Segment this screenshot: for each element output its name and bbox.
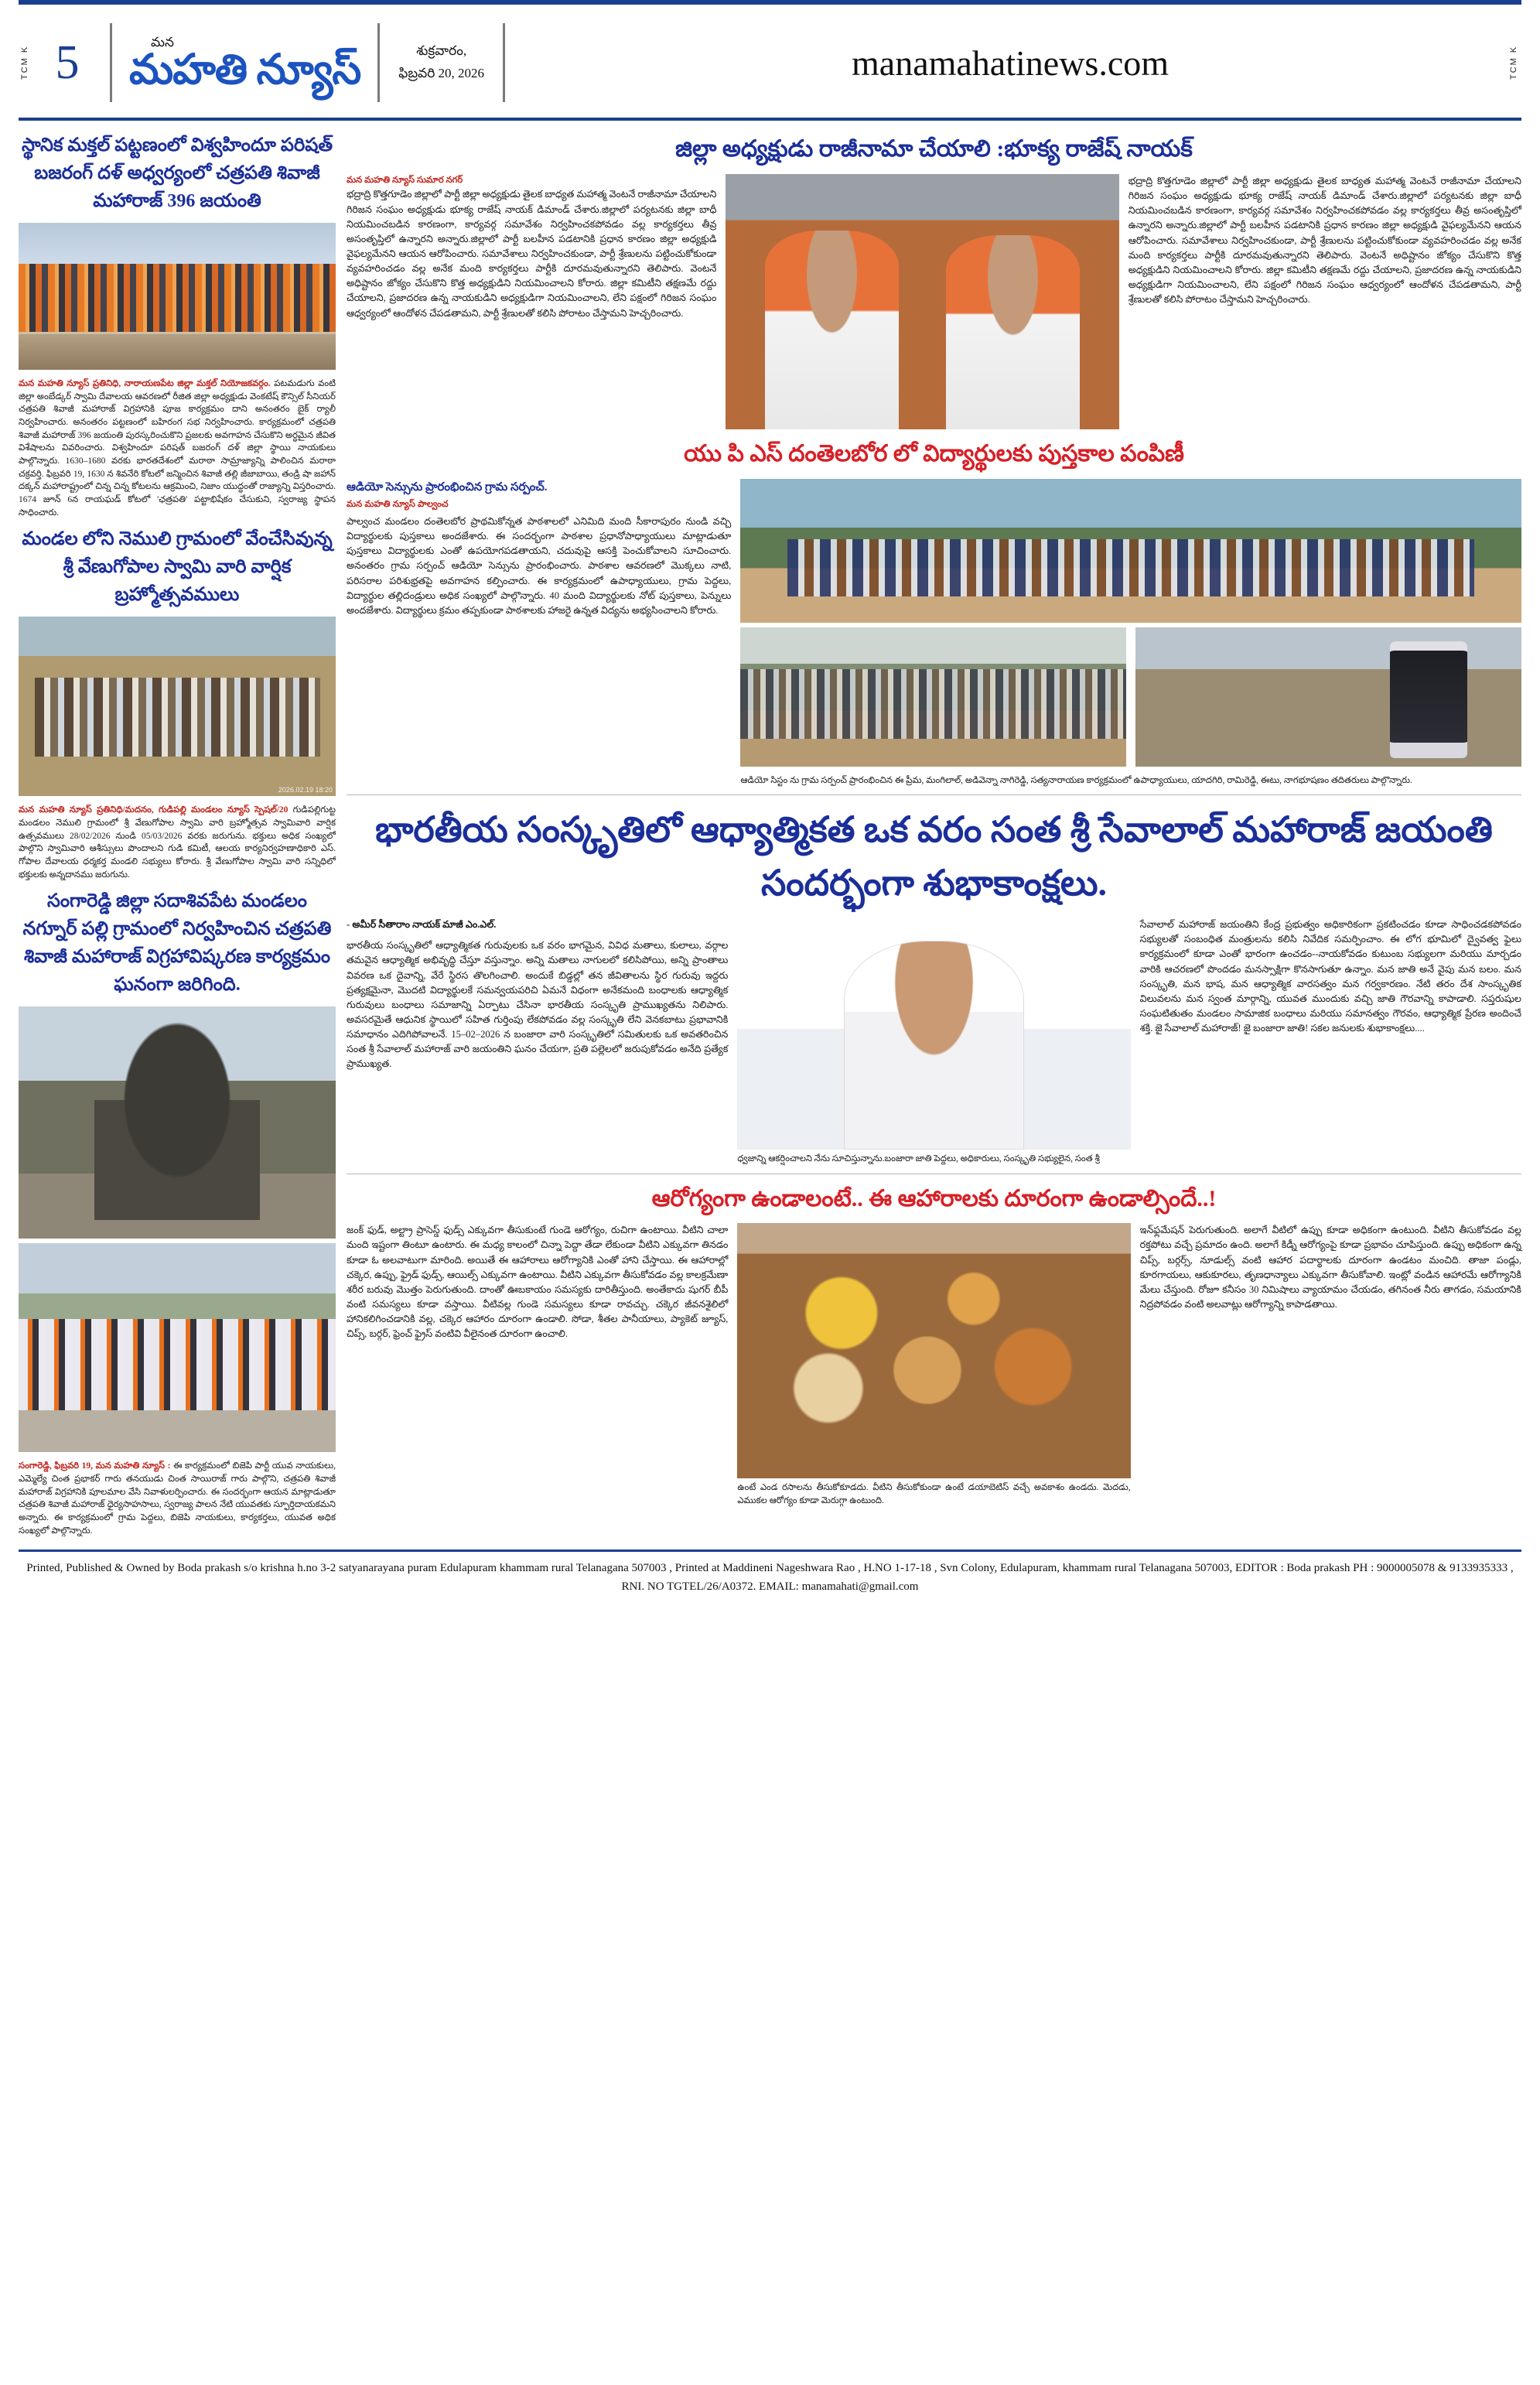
left-caption-3-body: ఈ కార్యక్రమంలో బిజెపి పార్టీ యువ నాయకులు, ఎమ్మెల్యే చింత ప్రభాకర్ గారు తనయుడు చింత సాయిరాజ్ గారు పాల్గొని, చత్రపతి శివాజీ మహారాజ్ విగ్రహానికి పూలమాల వేసి నివాళులర్పించారు. ఈ సందర్భంగా ఆయన మాట్లాడుతూ చత్రపతి శివాజీ మహారాజ్ ధైర్యసాహసాలు, స్వరాజ్య పాలన నేటి యువతకు స్ఫూర్తిదాయకమని అన్నారు. ఈ కార్యక్రమంలో గ్రామ పెద్దలు, బిజెపి నాయకులు, కార్యకర్తలు, యువత అధిక సంఖ్యలో పాల్గొన్నారు. bbox=[19, 1461, 336, 1536]
left-column bbox=[19, 132, 336, 1537]
masthead-divider-2 bbox=[377, 23, 380, 102]
main-story-1 bbox=[347, 174, 1521, 429]
leader-portrait-photo bbox=[737, 917, 1130, 1150]
main-story-3-text1: భారతీయ సంస్కృతిలో ఆధ్యాత్మికత గురువులకు ఒక వరం భాగమైన, వివిధ మతాలు, కులాలు, వర్గాల తమవైన ఆధ్యాత్మిక అభివృద్ధి చేస్తూ వస్తున్నాం. అన్ని మతాలు నాగులలో కలిసిపోయి, అన్ని ప్రాంతాలు వివరణ ఒక దైవాన్ని, వేరే స్థిరస తొలగించాలి. అందుకే బిడ్డల్లో తన జీవితాలను స్థిర గురువు ఇద్దరు ప్రత్యక్షమైనా, మొదటి విద్యార్థులకే సమన్వయపరిచి ఏమనే విధంగా అనేకమంది బంధాలకు ఆధ్యాత్మిక గురువులు బంధాలు సమాజాన్ని ఏర్పాటు చేసినా భారతీయ సంస్కృతి ప్రాముఖ్యతను నిలిపారు. అవసరమైతే ఆధునిక స్థాయిలో సహిత గుర్తింపు లేకపోవడం వల్ల సంస్కృతి లేని వెనకబాటు ప్రభావానికి సమాధానం ఎదిగిపోవాలనే. 15–02–2026 న బంజారా వారి సంస్కృతిలో సమితులకు ఒక అవతరించిన సంత శ్రీ సేవాలాల్ మహారాజ్ వారి జయంతిని ఘనం చేయగా, ప్రతి పల్లెలలో జరుపుకోవడం అనేది ప్రత్యేక ప్రాముఖ్యత. bbox=[347, 940, 729, 1070]
felicitation-photo bbox=[19, 617, 336, 796]
main-story-1-text-cont: భద్రాద్రి కొత్తగూడెం జిల్లాలో పార్టీ జిల్లా అధ్యక్షుడు తైలక బాధ్యత మహాత్మ వెంటనే రాజీనామా చేయాలని గిరిజన సంఘం అధ్యక్షుడు భూక్య రాజేష్ నాయక్ డిమాండ్ చేశారు.జిల్లాలో పర్యటనకు జిల్లా బాధీ నియమించబడిన కారణంగా, కార్యవర్గ సమావేశం నిర్వహించకపోవడం వల్ల కార్యకర్తలు తీవ్ర అసంతృప్తిలో ఉన్నారని అన్నారు.జిల్లాలో పార్టీ బలహీన పడటానికి ప్రధాన కారణం జిల్లా అధ్యక్షుడి వైఫల్యమేనని ఆయన ఆరోపించారు. సమావేశాలు నిర్వహించకుండా, పార్టీ శ్రేణులను పట్టించుకోకుండా వ్యవహరించడం వల్ల అనేక మంది కార్యకర్తలు పార్టీకి దూరమవుతున్నారని తెలిపారు. వెంటనే అధిష్టానం జోక్యం చేసుకొని కొత్త అధ్యక్షుడిని నియమించాలని కోరారు. జిల్లా కమిటీని తక్షణమే రద్దు చేయాలని, ప్రజాదరణ ఉన్న నాయకుడిని అధ్యక్షుడిగా నియమించాలని, లేని పక్షంలో గిరిజన సంఘం ఆధ్వర్యంలో ఆందోళన చేపడతామని, పార్టీ శ్రేణులతో కలిసి పోరాటం చేస్తామని హెచ్చరించారు. bbox=[1128, 176, 1521, 306]
left-caption-3 bbox=[19, 1457, 336, 1537]
main-headline-3: భారతీయ సంస్కృతిలో ఆధ్యాత్మికత ఒక వరం సంత శ్రీ సేవాలాల్ మహారాజ్ జయంతి సందర్భంగా శుభాకాంక్షలు. bbox=[375, 810, 1493, 904]
page-footer: Printed, Published & Owned by Boda prakash s/o krishna h.no 3-2 satyanarayana puram Edulapuram khammam rural Telanagana 507003 , Printed at Maddineni Nageshwara Rao , H.NO 1-17-18 , Svn Colony, Edulapuram, khammam rural Telanagana 507003, EDITOR : Boda prakash PH : 9000005078 & 9133935333 , RNI. NO TGTEL/26/A0372. EMAIL: manamahati@gmail.com bbox=[19, 1550, 1521, 1610]
main-story-2-sub: ఆడియో సెన్సును ప్రారంభించిన గ్రామ సర్పంచ్. bbox=[347, 480, 548, 494]
publication-logo bbox=[120, 9, 370, 116]
left-caption-2-lead: మన మహతి న్యూస్ ప్రతినిధి/మదనం, గుడిపల్లి మండలం న్యూస్ స్పెషల్/20 bbox=[19, 805, 289, 815]
left-caption-3-lead: సంగారెడ్డి, ఫిబ్రవరి 19, మన మహతి న్యూస్ : bbox=[19, 1461, 171, 1471]
main-story-3-col3 bbox=[1140, 917, 1521, 1166]
main-story-1-lead: మన మహతి న్యూస్ సుమార నగర్ bbox=[347, 176, 463, 185]
health-headline: ఆరోగ్యంగా ఉండాలంటే.. ఈ ఆహారాలకు దూరంగా ఉండాల్సిందే..! bbox=[651, 1185, 1217, 1211]
left-caption-2 bbox=[19, 801, 336, 881]
website-url: manamahatinews.com bbox=[852, 43, 1170, 83]
left-caption-1-body: పటమడుగు వంటి జిల్లా అంబేడ్కర్ స్వామి దేవాలయ ఆవరణలో రీజిత జిల్లా అధ్యక్షుడు వెంకటేష్ కౌన్సిల్ సీనియర్ చత్రపతి శివాజీ మహారాజ్ విగ్రహానికి పూజ కార్యక్రమం దాని అనంతరం బైక్ ర్యాలీ నిర్వహించారు. అనంతరం పట్టణంలో బహిరంగ సభ నిర్వహించారు. కార్యక్రమంలో చత్రపతి శివాజీ మహారాజ్ 396 జయంతి పురస్కరించుకొని ప్రజలకు అవగాహన చేసుకొని అర్ధమైన జీవిత విశేషాలను వివరించారు. విశ్వహిందూ పరిషత్ బజరంగ్ దళ్ జిల్లా స్థాయి నాయకులు పాల్గొన్నారు. 1630–1680 వరకు భారతదేశంలో మరాఠా సామ్రాజ్యాన్ని పాలించిన మరాఠా చక్రవర్తి. ఫిబ్రవరి 19, 1630 న శివనేరి కోటలో జన్మించిన శివాజీ తల్లి జీజాబాయి, తండ్రి షా జహాన్ దక్కన్ మహారాష్ట్రంలో చిన్న చిన్న కోటలను ఆక్రమించి, నిజాం యుద్ధంతో రాజ్యాన్ని విస్తరించారు. 1674 జూన్ 6న రాయఘడ్ కోటలో 'ఛత్రపతి' పట్టాభిషేకం చేసుకుని, స్వరాజ్య స్థాపన సాధించారు. bbox=[19, 379, 336, 518]
main-column bbox=[347, 132, 1521, 1537]
tcm-mark-left: TCM K bbox=[20, 45, 29, 80]
health-col1: జంక్ ఫుడ్, అల్ట్రా ప్రాసెస్డ్ ఫుడ్స్ ఎక్కువగా తీసుకుంటే గుండె ఆరోగ్యం, రుచిగా ఉంటాయి. వీటిని చాలా మంది ఇష్టంగా తింటూ ఉంటారు. ఈ మధ్య కాలంలో చిన్నా పెద్దా తేడా లేకుండా వీటిని ఎక్కువగా తినడం కూడా ఓ అలవాటుగా మారింది. అయితే ఈ ఆహారాలు ఆరోగ్యానికి ఎంతో హాని చేస్తాయి. ఈ ఆహారాల్లో చక్కెర, ఉప్పు, ఫ్రైడ్ ఫుడ్స్, ఆయిల్స్ ఎక్కువగా ఉంటాయి. వీటిని ఎక్కువగా తీసుకోవడం వల్ల కాలక్రమేణా శరీర బరువు మొత్తం పెరుగుతుంది. దాంతో ఊబకాయం సమస్యకు దారితీస్తుంది. అంతేకాదు షుగర్ బీపీ వంటి సమస్యలు కూడా వస్తాయి. వీటివల్ల గుండె సమస్యలు కూడా రావచ్చు. చక్కెర జీవనశైలిలో హానికలిగించడానికి వల్ల, చక్కెర ఆహారం దూరంగా ఉండాలి. సోడా, శీతల పానీయాలు, ప్యాకెట్ జ్యూస్, చిప్స్, బర్గర్, ఫ్రెంచ్ ఫ్రైస్ వంటివి వీలైనంత దూరంగా ఉంచాలి. bbox=[347, 1225, 729, 1340]
main-story-3 bbox=[347, 917, 1521, 1166]
health-photo-wrap bbox=[737, 1223, 1130, 1507]
books-distribution-photo bbox=[740, 479, 1521, 623]
tcm-mark-right: TCM K bbox=[1509, 45, 1518, 80]
health-col3: ఇన్‌ఫ్లమేషన్ పెరుగుతుంది. అలాగే వీటిలో ఉప్పు కూడా అధికంగా ఉంటుంది. వీటిని తీసుకోవడం వల్ల రక్తపోటు వచ్చే ప్రమాదం ఉంది. అలాగే కిడ్నీ ఆరోగ్యంపై కూడా ప్రభావం చూపిస్తుంది. ఉప్పు అధికంగా ఉన్న చిప్స్, బర్గర్స్, నూడుల్స్ వంటి ఆహార పదార్థాలకు దూరంగా ఉండటం మంచిది. తాజా పండ్లు, కూరగాయలు, ఆకుకూరలు, తృణధాన్యాలు ఎక్కువగా తీసుకోవాలి. ఇంట్లో వండిన ఆహారమే ఆరోగ్యానికి మేలు చేస్తుంది. రోజూ కనీసం 30 నిమిషాలు వ్యాయామం చేయడం, తగినంత నీరు తాగడం, సమయానికి నిద్రపోవడం వంటి అలవాట్లు ఆరోగ్యాన్ని కాపాడతాయి. bbox=[1139, 1225, 1521, 1310]
logo-prefix: మన bbox=[151, 35, 174, 50]
masthead bbox=[19, 0, 1521, 116]
left-caption-1-lead: మన మహతి న్యూస్ ప్రతినిధి, నారాయణపేట జిల్లా మక్తల్ నియోజకవర్గం. bbox=[19, 379, 271, 388]
photo-pair-row bbox=[740, 627, 1521, 767]
junk-food-photo bbox=[737, 1223, 1130, 1478]
audience-photo bbox=[740, 627, 1126, 767]
main-story-3-sig: ధ్వజాన్ని ఆకర్షించాలని నేను సూచిస్తున్నాను.బంజారా జాతి పెద్దలు, అధికారులు, సంస్కృతి సభ్యులైన, సంత శ్రీ bbox=[737, 1154, 1100, 1164]
left-headline-3: సంగారెడ్డి జిల్లా సదాశివపేట మండలం నగ్నూర్ పల్లి గ్రామంలో నిర్వహించిన చత్రపతి శివాజీ మహారాజ్ విగ్రహావిష్కరణ కార్యక్రమం ఘనంగా జరిగింది. bbox=[22, 891, 332, 996]
left-caption-2-body: గుడిపల్లిగుట్ట మండలం నెములి గ్రామంలో శ్రీ వేణుగోపాల స్వామి వారి బ్రహ్మోత్సవ స్వామివారి వార్షిక ఉత్సవములు 28/02/2026 నుండి 05/03/2026 వరకు జరుగును. భక్తులు అధిక సంఖ్యలో పాల్గొని స్వామివారి ఆశీస్సులు పొందాలని గుడి కమిటీ, ఆలయ కార్యనిర్వహణాధికారి ఎస్. గోపాల దేవాలయ ధర్మకర్త మండలి సభ్యులు కోరారు. శ్రీ వేణుగోపాల స్వామి వారి సన్నిధిలో భక్తులకు అన్నదానము జరుగును. bbox=[19, 805, 336, 880]
main-story-2-caption: ఆడియో సిస్టం ను గ్రామ సర్పంచ్ ప్రారంభించిన ఈ ప్రీమ, మంగిలాల్, అడివెన్నా నాగిరెడ్డి, సత్యనారాయణ కార్యక్రమంలో ఉపాధ్యాయులు, యాదగిరి, రామిరెడ్డి, ఈటు, నాగభూషణం తదితరులు పాల్గొన్నారు. bbox=[740, 775, 1412, 785]
main-story-2-text: పాల్వంచ మండలం దంతెలబోర ప్రాథమికోన్నత పాఠశాలలో ఎనిమిది మంది సీకారాపురం నుండి వచ్చి విద్యార్థులకు పుస్తకాలు అందజేశారు. ఈ సందర్భంగా పాఠశాల ప్రధానోపాధ్యాయులు మాట్లాడుతూ పుస్తకాలు విద్యార్థులకు ఎంతో ఉపయోగపడతాయని, చదువుపై ఆసక్తి పెంచుకోవాలని సూచించారు. అనంతరం గ్రామ సర్పంచ్ ఆడియో సెన్సును ప్రారంభించారు. పాఠశాల ఆవరణలో మొక్కలు నాటి, పరిసరాల పరిశుభ్రతపై అవగాహన కల్పించారు. ఈ కార్యక్రమంలో ఉపాధ్యాయులు, గ్రామ పెద్దలు, విద్యార్థుల తల్లిదండ్రులు అధిక సంఖ్యలో పాల్గొన్నారు. 40 మంది విద్యార్థులకు నోట్ పుస్తకాలు, పెన్నులు అందజేశారు. విద్యార్థులు క్రమం తప్పకుండా పాఠశాలకు హాజరై ఉన్నత విద్యను అభ్యసించాలని కోరారు. bbox=[347, 516, 732, 616]
left-caption-1 bbox=[19, 374, 336, 519]
issue-date-value: ఫిబ్రవరి 20, 2026 bbox=[398, 66, 485, 80]
logo-title: మహతి న్యూస్ bbox=[129, 46, 361, 93]
rally-photo bbox=[19, 223, 336, 370]
issue-day: శుక్రవారం, bbox=[416, 43, 467, 59]
left-headline-1: స్థానిక మక్తల్ పట్టణంలో విశ్వహిందూ పరిషత్ బజరంగ్ దళ్ అధ్వర్యంలో చత్రపతి శివాజీ మహారాజ్ 396 జయంతి bbox=[21, 135, 333, 211]
main-story-2-textcol bbox=[347, 479, 731, 788]
statue-unveiling-photo bbox=[19, 1006, 336, 1239]
procession-photo bbox=[19, 1243, 336, 1452]
main-story-2-photos bbox=[740, 479, 1521, 788]
main-story-1-col3 bbox=[1129, 174, 1521, 429]
main-story-2 bbox=[347, 479, 1521, 788]
main-headline-1: జిల్లా అధ్యక్షుడు రాజీనామా చేయాలి :భూక్య రాజేష్ నాయక్ bbox=[675, 136, 1193, 162]
page-number: 5 bbox=[55, 36, 80, 89]
main-headline-2: యు పి ఎస్ దంతెలబోర లో విద్యార్థులకు పుస్తకాల పంపిణీ bbox=[684, 441, 1184, 466]
masthead-divider-1 bbox=[110, 23, 112, 102]
main-story-1-photo-wrap bbox=[726, 174, 1118, 429]
left-headline-2: మండల లోని నెములి గ్రామంలో వేంచేసివున్న శ్రీ వేణుగోపాల స్వామి వారి వార్షిక బ్రహ్మోత్సవములు bbox=[22, 529, 333, 606]
main-story-2-lead: మన మహతి న్యూస్ పాల్వంచ bbox=[347, 500, 449, 509]
issue-date bbox=[388, 9, 495, 116]
main-story-3-col1 bbox=[347, 917, 728, 1166]
leaders-portrait-photo bbox=[726, 174, 1118, 429]
health-photo-caption: ఉంటే ఎండ రసాలను తీసుకోకూడదు. వీటిని తీసుకోకుండా ఉంటే డయాబెటిస్ వచ్చే అవకాశం ఉండదు. మెదడు, ఎముకల ఆరోగ్యం కూడా మెరుగ్గా ఉంటుంది. bbox=[737, 1483, 1131, 1506]
section-divider-1 bbox=[347, 794, 1521, 795]
main-story-1-col1 bbox=[347, 174, 716, 429]
main-story-1-text: భద్రాద్రి కొత్తగూడెం జిల్లాలో పార్టీ జిల్లా అధ్యక్షుడు తైలక బాధ్యత మహాత్మ వెంటనే రాజీనామా చేయాలని గిరిజన సంఘం అధ్యక్షుడు భూక్య రాజేష్ నాయక్ డిమాండ్ చేశారు.జిల్లాలో పర్యటనకు జిల్లా బాధీ నియమించబడిన కారణంగా, కార్యవర్గ సమావేశం నిర్వహించకపోవడం వల్ల కార్యకర్తలు తీవ్ర అసంతృప్తిలో ఉన్నారని అన్నారు.జిల్లాలో పార్టీ బలహీన పడటానికి ప్రధాన కారణం జిల్లా అధ్యక్షుడి వైఫల్యమేనని ఆయన ఆరోపించారు. సమావేశాలు నిర్వహించకుండా, పార్టీ శ్రేణులను పట్టించుకోకుండా వ్యవహరించడం వల్ల అనేక మంది కార్యకర్తలు పార్టీకి దూరమవుతున్నారని తెలిపారు. వెంటనే అధిష్టానం జోక్యం చేసుకొని కొత్త అధ్యక్షుడిని నియమించాలని కోరారు. జిల్లా కమిటీని తక్షణమే రద్దు చేయాలని, ప్రజాదరణ ఉన్న నాయకుడిని అధ్యక్షుడిగా నియమించాలని, లేని పక్షంలో గిరిజన సంఘం ఆధ్వర్యంలో ఆందోళన చేపడతామని, పార్టీ శ్రేణులతో కలిసి పోరాటం చేస్తామని హెచ్చరించారు. bbox=[347, 189, 717, 319]
health-story bbox=[347, 1223, 1521, 1507]
masthead-divider-3 bbox=[503, 23, 505, 102]
page-content bbox=[19, 121, 1521, 1537]
main-story-3-photo-wrap bbox=[737, 917, 1130, 1166]
main-story-3-text3: సేవాలాల్ మహారాజ్ జయంతిని కేంద్ర ప్రభుత్వం అధికారికంగా ప్రకటించడం కూడా సాధించడకపోవడం సభ్యులతో సంబంధిత మంత్రులను కలిసి నివేదిక సమర్పించాం. ఈ లోగ భూమిలో ద్వైవత్వ ఫైలు కార్యక్రమంలో కూడా ఎంతో భారంగా ఉంచడం--నాయకోవడం కుటుంబ సభ్యులగా మరియు మార్చడం వారికి ఆచరణలో పొందడం మనస్సాక్షిగా కొనసాగుతూ ఉన్నాం. మన జాతి అనే వైపు మన బలం. మన సంస్కృతి, మన భాష, మన ఆధ్యాత్మిక వారసత్వం మన గర్వకారణం. నేటి తరం దేశ సాంస్కృతిక విలువలను మన స్వంత మార్గాన్ని, యువత ముందుకు వచ్చి జాతి గౌరవాన్ని కాపాడాలి. సప్తరుషుల సంఘటితుతం మండలం సామాజిక బంధాలు మరియు సమానత్వం గౌరవం, ఆధ్యాత్మిక ప్రేరణ అందించే శక్తి. జై సేవాలాల్ మహారాజ్! జై బంజారా జాతి! సకల జనులకు శుభాకాంక్షలు.... bbox=[1139, 919, 1521, 1034]
photo-timestamp: 2026.02.19 18:20 bbox=[278, 786, 333, 794]
main-story-3-byline: - అమీర్ సీతారాం నాయక్ మాజీ ఎం.ఎల్. bbox=[347, 919, 497, 931]
audio-system-photo bbox=[1135, 627, 1521, 767]
